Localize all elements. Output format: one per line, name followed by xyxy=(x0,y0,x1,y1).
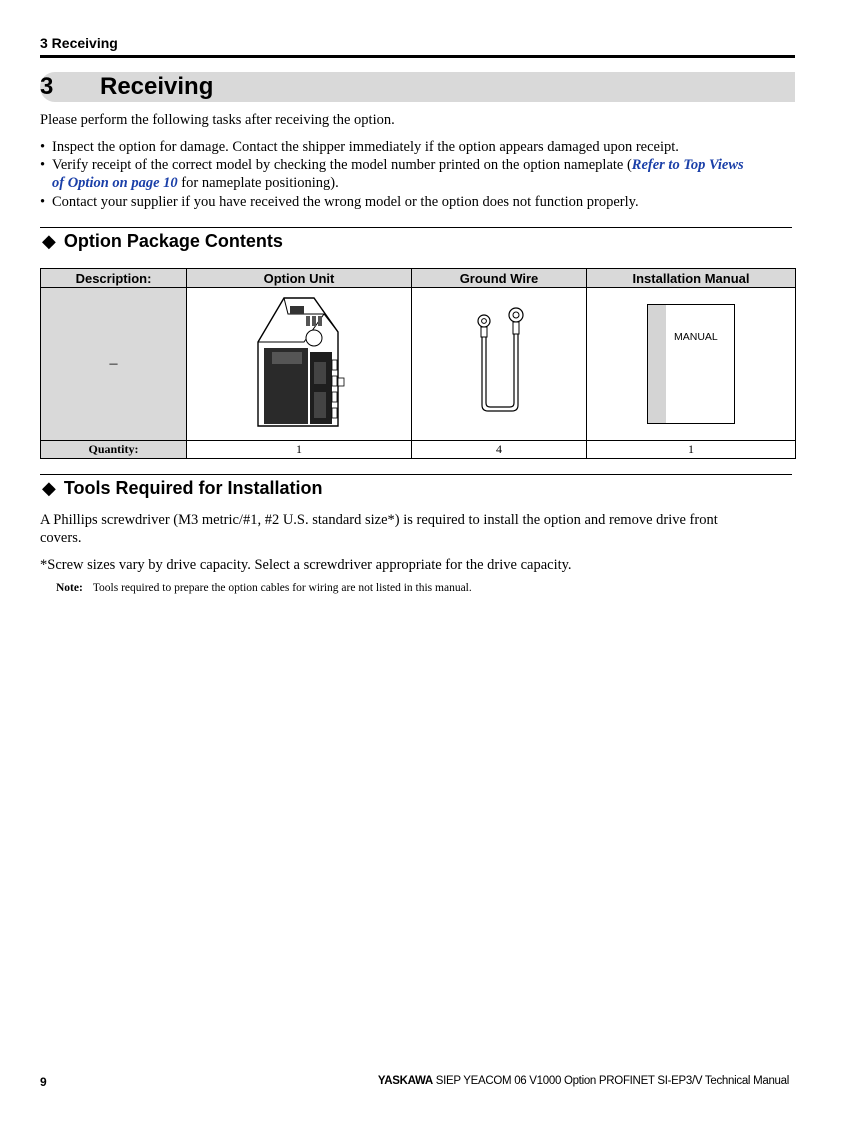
footer-doc-title: SIEP YEACOM 06 V1000 Option PROFINET SI-EP3/V Technical Manual xyxy=(432,1075,789,1087)
section-rule xyxy=(40,474,792,475)
screw-size-paragraph: *Screw sizes vary by drive capacity. Select a screwdriver appropriate for the drive capacity. xyxy=(40,557,572,573)
list-item: • Inspect the option for damage. Contact the shipper immediately if the option appears damaged upon receipt. xyxy=(40,139,679,155)
chapter-heading-bar xyxy=(40,72,795,102)
cross-reference-link-cont[interactable]: of Option on page 10 xyxy=(52,175,178,191)
tools-paragraph-line: A Phillips screwdriver (M3 metric/#1, #2 U.S. standard size*) is required to install the option and remove drive front xyxy=(40,512,718,528)
manual-spine xyxy=(648,305,666,423)
bullet-text: Contact your supplier if you have received the wrong model or the option does not function properly. xyxy=(52,194,639,210)
intro-paragraph: Please perform the following tasks after receiving the option. xyxy=(40,112,395,128)
column-header: Option Unit xyxy=(187,269,412,288)
bullet-text: Verify receipt of the correct model by checking the model number printed on the option nameplate ( xyxy=(52,157,632,173)
section-heading-package-contents xyxy=(42,231,283,252)
option-unit-illustration xyxy=(244,292,354,432)
section-title: Option Package Contents xyxy=(63,231,283,251)
footer-brand: YASKAWA xyxy=(377,1075,433,1087)
tools-paragraph-line: covers. xyxy=(40,530,82,546)
table-row xyxy=(41,288,796,441)
note xyxy=(56,582,472,594)
quantity-value: 1 xyxy=(587,441,796,459)
header-rule xyxy=(40,55,795,58)
page-number: 9 xyxy=(40,1075,47,1089)
bullet-text: Inspect the option for damage. Contact the shipper immediately if the option appears damaged upon receipt. xyxy=(52,139,679,155)
chapter-title: Receiving xyxy=(100,73,214,100)
diamond-icon: ◆ xyxy=(42,231,56,251)
cross-reference-link[interactable]: Refer to Top Views xyxy=(631,157,744,173)
diamond-icon: ◆ xyxy=(42,478,56,498)
note-text: Tools required to prepare the option cables for wiring are not listed in this manual. xyxy=(92,582,472,594)
ground-wire-cell xyxy=(412,288,587,441)
list-item: • Contact your supplier if you have received the wrong model or the option does not function properly. xyxy=(40,194,639,210)
section-rule xyxy=(40,227,792,228)
bullet-text-cont: for nameplate positioning). xyxy=(177,175,339,191)
section-heading-tools xyxy=(42,478,323,499)
column-header: Installation Manual xyxy=(587,269,796,288)
description-cell: – xyxy=(41,288,187,441)
installation-manual-cell xyxy=(587,288,796,441)
quantity-value: 1 xyxy=(187,441,412,459)
tools-paragraph xyxy=(40,511,800,547)
list-item: • Verify receipt of the correct model by checking the model number printed on the option nameplate (Refer to Top Views of Option on page 10 for nameplate positioning). xyxy=(40,157,744,191)
chapter-number: 3 xyxy=(40,73,54,100)
column-header: Ground Wire xyxy=(412,269,587,288)
running-header: 3 Receiving xyxy=(40,35,118,51)
quantity-row xyxy=(41,441,796,459)
quantity-value: 4 xyxy=(412,441,587,459)
footer-document-title xyxy=(378,1075,789,1087)
manual-label: MANUAL xyxy=(674,331,718,343)
section-title: Tools Required for Installation xyxy=(63,478,323,498)
ground-wire-illustration xyxy=(464,307,534,417)
table-header-row xyxy=(41,269,796,288)
manual-book-illustration xyxy=(647,304,735,424)
note-label: Note: xyxy=(56,582,83,594)
option-unit-cell xyxy=(187,288,412,441)
quantity-label: Quantity: xyxy=(41,441,187,459)
package-contents-table xyxy=(40,268,796,459)
column-header: Description: xyxy=(41,269,187,288)
